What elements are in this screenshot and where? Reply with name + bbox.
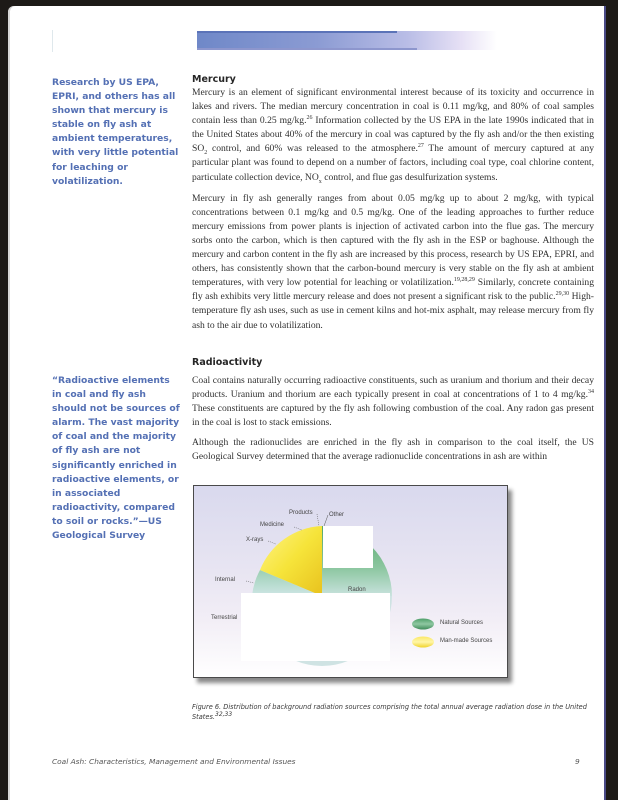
footer-page-number: 9 <box>575 757 580 766</box>
radioactivity-paragraph-2: Although the radionuclides are enriched in the fly ash in comparison to the coal itself, the US Geological Survey determined that the average radionuclide concentrations in ash are within <box>192 437 594 463</box>
label-products: Products <box>289 510 313 516</box>
text-run: Similarly, concrete containing fly ash exhibits very little mercury release and does not present a significant risk to the public. <box>192 277 594 303</box>
footnote-ref: 32,33 <box>215 710 233 718</box>
text-run: Information collected by the US EPA in the late 1990s indicated that in the United States about 40% of the mercury in coal was captured by the fly ash and/or the then existing SO <box>192 115 594 155</box>
footnote-ref: 34 <box>588 388 594 395</box>
section-radioactivity <box>192 356 594 465</box>
subscript: 2 <box>204 150 208 157</box>
text-run: Coal contains naturally occurring radioactive constituents, such as uranium and thorium and their decay products. Uranium and thorium are each typically present in coal at concentrations of 1 to 4 mg/kg. <box>192 375 594 401</box>
label-other: Other <box>329 512 345 518</box>
legend-label: Natural Sources <box>440 620 484 626</box>
text-run: High-temperature fly ash uses, such as use in cement kilns and hot-mix asphalt, may release mercury from fly ash to the air due to volatilization. <box>192 291 595 331</box>
pull-quote-mercury: Research by US EPA, EPRI, and others has all shown that mercury is stable on fly ash at ambient temperatures, with very little potential for leaching or volatilization. <box>52 77 179 187</box>
figure-radiation-pie-chart <box>193 485 508 678</box>
legend-natural-sources <box>440 620 483 626</box>
label-radon: Radon <box>348 587 366 593</box>
subscript: x <box>318 178 322 185</box>
redaction-box <box>323 526 373 568</box>
header-rule-bottom <box>197 48 417 50</box>
section-mercury <box>192 73 594 333</box>
legend-label: Man-made Sources <box>440 638 493 644</box>
footnote-ref: 19,28,29 <box>453 277 475 284</box>
header-gradient-bar <box>197 31 497 50</box>
footnote-ref: 26 <box>306 115 313 121</box>
radioactivity-paragraph-1 <box>192 374 594 430</box>
figure-caption <box>192 702 597 722</box>
legend-swatch-natural <box>412 619 434 630</box>
text-run: control, and flue gas desulfurization systems. <box>321 171 498 183</box>
pull-quote-usgs: “Radioactive elements in coal and fly ash should not be sources of alarm. The vast majority of coal and the majority of fly ash are not significantly enriched in radioactive elements, or in associated radioactivity, compared to soil or rocks.”—US Geological Survey <box>52 375 180 542</box>
label-xrays: X-rays <box>246 537 264 543</box>
text-run: Mercury in fly ash generally ranges from about 0.05 mg/kg up to about 2 mg/kg, with typical concentrations between 0.1 mg/kg and 0.5 mg/kg. One of the leading approaches to further reduce mercury emissions from power plants is injection of activated carbon into the flue gas. The mercury sorbs onto the carbon, which is then captured with the fly ash in the ESP or baghouse. Although the mercury and carbon content in the fly ash are increased by this process, research by US EPA, EPRI, and others, has consistently shown that the carbon-bound mercury is very stable on the fly ash at ambient temperatures, with very low potential for leaching or volatilization. <box>192 192 594 289</box>
footnote-ref: 29,30 <box>555 291 570 298</box>
section-title-mercury: Mercury <box>192 74 236 85</box>
legend-swatch-man-made <box>412 637 434 648</box>
label-terrestrial: Terrestrial <box>211 615 238 621</box>
text-run: The amount of mercury captured at any particular plant was found to depend on a number of factors, including coal type, coal chlorine content, particulate collection device, NO <box>192 143 595 183</box>
header-margin-mark <box>52 30 182 52</box>
mercury-paragraph-1 <box>192 86 594 185</box>
footer-publication-title: Coal Ash: Characteristics, Management and Environmental Issues <box>52 757 296 766</box>
legend-man-made-sources <box>440 638 492 644</box>
header-rule-top <box>197 31 397 33</box>
text-run: These constituents are captured by the fly ash following combustion of the coal. Any radon gas present in the coal is lost to stack emissions. <box>192 403 594 429</box>
text-run: Mercury is an element of significant environmental interest because of its toxicity and occurrence in lakes and rivers. The median mercury concentration in coal is 0.11 mg/kg, and 80% of coal samples contain less than 0.25 mg/kg. <box>192 87 594 127</box>
redaction-box <box>241 593 390 661</box>
footnote-ref: 27 <box>417 143 424 150</box>
mercury-paragraph-2 <box>192 192 594 333</box>
label-internal: Internal <box>215 577 236 583</box>
section-title-radioactivity: Radioactivity <box>192 357 263 368</box>
text-run: control, and 60% was released to the atmosphere. <box>207 143 418 155</box>
caption-text: Figure 6. Distribution of background radiation sources comprising the total annual average radiation dose in the United States. <box>192 703 587 721</box>
label-medicine: Medicine <box>260 522 285 528</box>
